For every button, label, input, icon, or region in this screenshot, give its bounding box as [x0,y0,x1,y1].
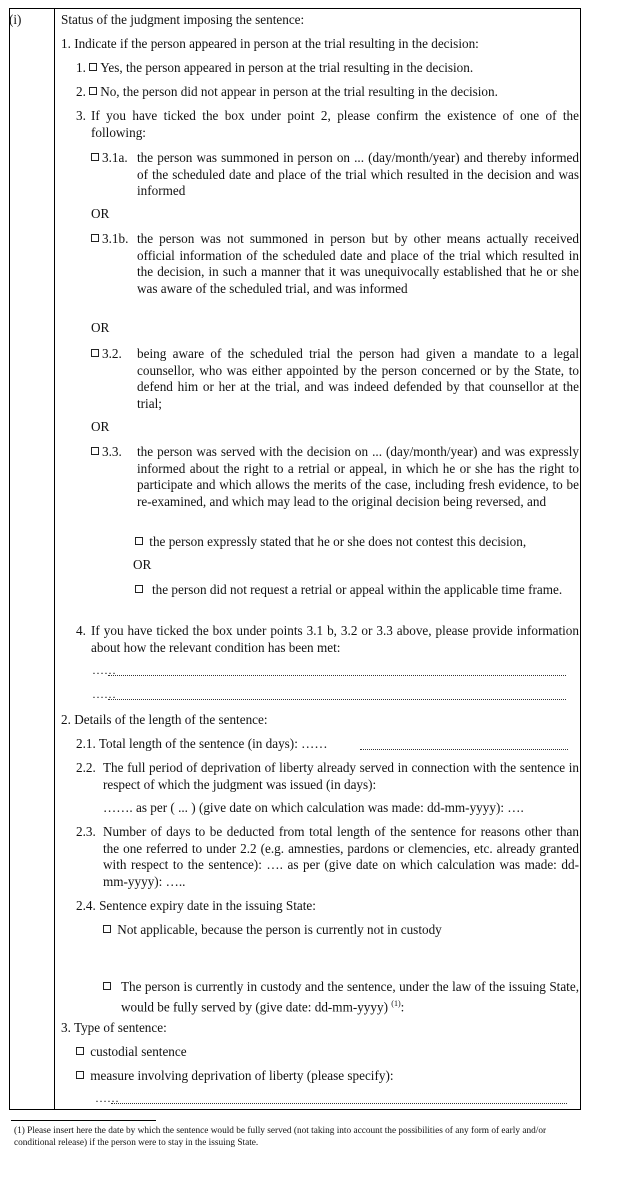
q4-answer-line-1[interactable] [108,675,566,676]
item-2-4-option-2-text: The person is currently in custody and the sentence, under the law of the issuing State, would be fully served by (give date: dd-mm-yyyy) [121,979,579,1014]
section-label: (i) [9,12,22,27]
option-3-1b-text: the person was not summoned in person but by other means actually received official information of the scheduled date and place of the trial which resulted in the decision, in such a manner that it was unequivocally established that he or she was aware of the scheduled trial, and was informed [137,231,579,296]
checkbox-icon[interactable] [135,537,143,545]
q1-option-no-label: No, the person did not appear in person at the trial resulting in the decision. [100,84,498,99]
or-label: OR [91,206,110,221]
q4-line-2-start: …… [92,687,116,701]
q4-answer-line-2[interactable] [108,699,566,700]
section-3-title: 3. Type of sentence: [61,1020,167,1035]
option-3-1b-num: 3.1b. [102,231,129,246]
option-3-3-text: the person was served with the decision on ... (day/month/year) and was expressly informed about the right to a retrial or appeal, in which he or she has the right to participate and which allows the merits of the case, including fresh evidence, to be re-examined, and which may lead to the original decision being reversed, and [137,444,579,509]
item-2-4: 2.4. Sentence expiry date in the issuing State: [76,898,316,913]
q4-line-1-start: …… [92,663,116,677]
q1-option-yes-num: 1. [76,60,86,75]
checkbox-icon[interactable] [91,447,99,455]
footnote: (1) Please insert here the date by which the sentence would be fully served (not taking into account the possibilities of any form of early and/or conditional release) if the person were to stay in the issuing State. [14,1126,547,1148]
section-3-line-start: …… [95,1091,119,1105]
checkbox-icon[interactable] [89,87,97,95]
checkbox-icon[interactable] [103,982,111,990]
option-3-3[interactable] [91,444,122,461]
or-label: OR [133,557,152,572]
item-2-4-option-2[interactable] [103,979,114,996]
question-4: If you have ticked the box under points 3.1 b, 3.2 or 3.3 above, please provide information about how the relevant condition has been met: [91,623,579,655]
item-2-4-option-1-text: Not applicable, because the person is currently not in custody [117,922,442,937]
checkbox-icon[interactable] [103,925,111,933]
section-heading: Status of the judgment imposing the sentence: [61,12,305,27]
option-3-3-sub-1-text: the person expressly stated that he or she does not contest this decision, [149,534,527,549]
q1-option-no-num: 2. [76,84,86,99]
q1-option-yes[interactable] [76,60,473,77]
option-3-1b[interactable] [91,231,128,248]
item-2-4-option-2-end: : [400,998,405,1014]
question-3-num: 3. [76,108,86,123]
checkbox-icon[interactable] [76,1071,84,1079]
option-3-2-text: being aware of the scheduled trial the person had given a mandate to a legal counsellor, who was either appointed by the person concerned or by the State, to defend him or her at the trial, and was indeed defended by that counsellor at the trial; [137,346,579,411]
section-3-answer-line[interactable] [111,1103,567,1104]
section-2-title: 2. Details of the length of the sentence: [61,712,268,727]
q1-option-yes-label: Yes, the person appeared in person at the trial resulting in the decision. [100,60,474,75]
item-2-3: Number of days to be deducted from total length of the sentence for reasons other than the one referred to under 2.2 (e.g. amnesties, pardons or clemencies, etc. already granted with respect to the sentence): …. as per (give date on which calculation was made: dd-mm-yyyy): ….. [103,824,579,889]
checkbox-icon[interactable] [91,234,99,242]
section-3-option-1[interactable] [76,1044,187,1061]
q1-option-no[interactable] [76,84,498,101]
or-label: OR [91,419,110,434]
checkbox-icon[interactable] [91,153,99,161]
checkbox-icon[interactable] [76,1047,84,1055]
option-3-2[interactable] [91,346,122,363]
option-3-3-sub-2-text: the person did not request a retrial or appeal within the applicable time frame. [152,582,563,597]
option-3-1a-text: the person was summoned in person on ... (day/month/year) and thereby informed of the scheduled date and place of the trial which resulted in the decision and was informed [137,150,579,198]
footnote-ref[interactable]: (1) [391,998,401,1008]
checkbox-icon[interactable] [135,585,143,593]
option-3-1a[interactable] [91,150,128,167]
option-3-2-num: 3.2. [102,346,122,361]
question-3: If you have ticked the box under point 2, please confirm the existence of one of the following: [91,108,579,140]
footnote-rule [11,1120,156,1121]
item-2-2-answer[interactable]: ……. as per ( ... ) (give date on which calculation was made: dd-mm-yyyy): …. [103,800,524,815]
section-3-option-1-text: custodial sentence [90,1044,187,1059]
item-2-1-answer-line[interactable] [360,749,568,750]
option-3-3-sub-1[interactable] [135,534,579,551]
column-divider [54,9,55,1109]
item-2-3-num: 2.3. [76,824,96,839]
checkbox-icon[interactable] [91,349,99,357]
or-label: OR [91,320,110,335]
item-2-2: The full period of deprivation of liberty already served in connection with the sentence in respect of which the judgment was issued (in days): [103,760,579,792]
option-3-3-sub-2[interactable] [135,582,146,599]
item-2-2-num: 2.2. [76,760,96,775]
section-3-option-2[interactable] [76,1068,394,1085]
option-3-1a-num: 3.1a. [102,150,128,165]
question-1: 1. Indicate if the person appeared in person at the trial resulting in the decision: [61,36,479,51]
question-4-num: 4. [76,623,86,638]
item-2-4-option-1[interactable] [103,922,442,939]
item-2-1: 2.1. Total length of the sentence (in days): …… [76,736,328,751]
checkbox-icon[interactable] [89,63,97,71]
item-2-4-option-2-text-wrap [121,979,579,1015]
option-3-3-num: 3.3. [102,444,122,459]
section-3-option-2-text: measure involving deprivation of liberty (please specify): [90,1068,394,1083]
